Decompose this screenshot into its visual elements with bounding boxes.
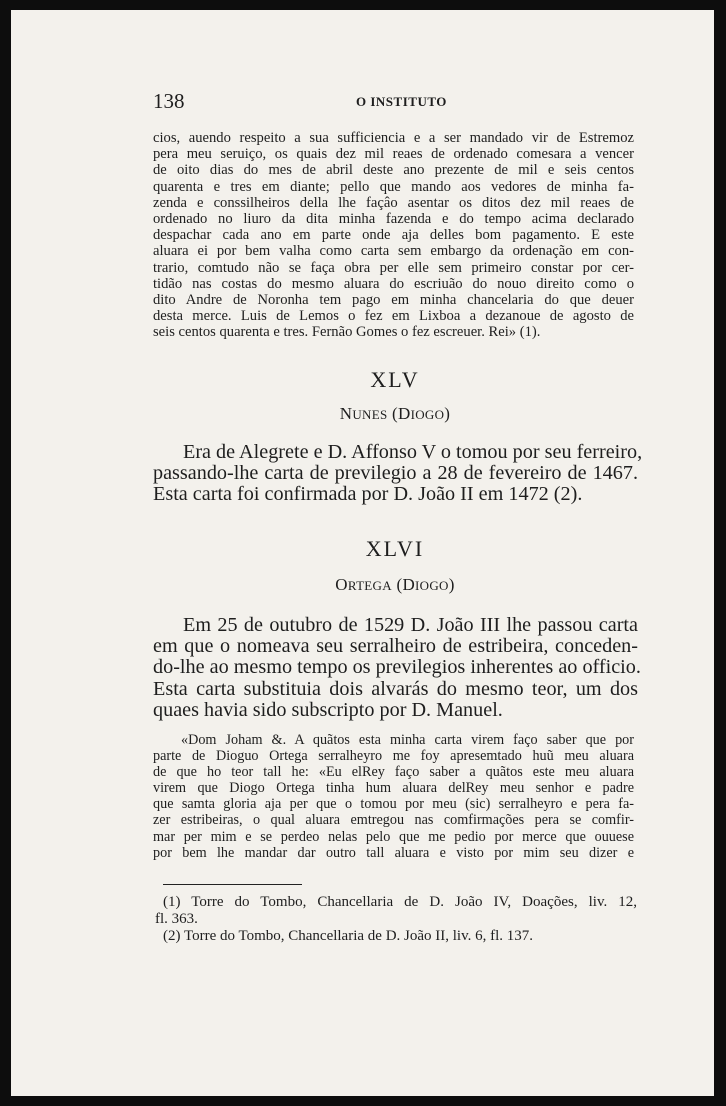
book-page (11, 10, 714, 1096)
quote-line: mar per mim e se perdeo nelas pelo que me pedio por merce que ouuese (153, 828, 634, 845)
name-paren-close: ) (448, 575, 455, 594)
quote-line: parte de Dioguo Ortega serralheyro me foy apresemtado huũ meu aluara (153, 748, 634, 765)
quote-line: que samta gloria aja per que o tomou por meu (sic) serralheyro e pera fa- (153, 796, 634, 813)
paragraph-line: tidão nas costas do mesmo aluara do escriuão do nouo direito como o (153, 275, 634, 292)
name-smallcaps: IOGO (415, 578, 449, 593)
body-line: Em 25 de outubro de 1529 D. João III lhe passou carta (183, 614, 638, 636)
body-line: Esta carta substituia dois alvarás do mesmo teor, um dos (153, 677, 638, 700)
body-line: do-lhe ao mesmo tempo os previlegios inherentes ao officio. (153, 656, 641, 679)
paragraph-line: aluara ei por bem valha como carta sem embargo da ordenação em con- (153, 243, 634, 260)
quote-line: de que ho teor tall he: «Eu elRey faço saber a quãtos este meu aluara (153, 764, 634, 781)
section-xlv-body (153, 441, 643, 506)
opening-paragraph (153, 130, 634, 341)
name-smallcaps: UNES (352, 407, 388, 422)
paragraph-line: zenda e conssilheiros della lhe façâo asentar os ditos dez mil reaes de (153, 194, 634, 211)
footnote-line: (1) Torre do Tombo, Chancellaria de D. João IV, Doações, liv. 12, (163, 894, 637, 910)
paragraph-line: cios, auendo respeito a sua sufficiencia e a ser mandado vir de Estremoz (153, 130, 634, 146)
page-number: 138 (153, 89, 185, 113)
paragraph-line: despachar cada ano em parte onde aja delles bom pagamento. E este (153, 227, 634, 244)
paragraph-line: quarenta e tres em diante; pello que mando aos vedores de minha fa- (153, 178, 634, 195)
quoted-document (153, 732, 634, 861)
section-name-nunes (153, 404, 637, 424)
paragraph-line: ordenado no liuro da dita minha fazenda e do tempo acima declarado (153, 211, 634, 228)
footnote-rule (163, 884, 302, 885)
page-header (153, 89, 453, 117)
name-paren-close: ) (444, 404, 451, 423)
paragraph-line: desta merce. Luis de Lemos o fez em Lixboa a dezanoue de agosto de (153, 308, 634, 325)
name-paren-open: ( (387, 404, 398, 423)
name-initial: N (339, 404, 353, 423)
paragraph-line: seis centos quarenta e tres. Fernão Gomes o fez escreuer. Rei» (1). (153, 324, 541, 341)
name-initial: O (335, 575, 348, 594)
paragraph-line: dito Andre de Noronha tem pago em minha chancelaria do que deuer (153, 292, 634, 309)
quote-line: «Dom Joham &. A quãtos esta minha carta virem faço saber que por (181, 732, 634, 748)
section-xlvi-body (153, 614, 641, 721)
body-line: passando-lhe carta de previlegio a 28 de fevereiro de 1467. (153, 462, 638, 485)
footnote-line: fl. 363. (155, 911, 198, 927)
section-name-ortega (153, 575, 637, 595)
name-smallcaps: IOGO (410, 407, 445, 422)
body-line: Esta carta foi confirmada por D. João II em 1472 (2). (153, 483, 583, 506)
paragraph-line: de oito dias do mes de abril deste ano prezente de mil e seis centos (153, 162, 634, 179)
running-head: O INSTITUTO (356, 94, 447, 109)
name-paren-open: ( (391, 575, 403, 594)
body-line: quaes havia sido subscripto por D. Manuel. (153, 698, 503, 721)
footnote-line: (2) Torre do Tombo, Chancellaria de D. João II, liv. 6, fl. 137. (163, 928, 534, 944)
name-smallcaps: RTEGA (347, 578, 392, 593)
section-number-xlvi: XLVI (365, 536, 425, 561)
quote-line: por bem lhe mandar dar outro tall aluara e visto por mim seu dizer e (153, 844, 634, 861)
quote-line: zer estribeiras, o qual aluara emtregou nas comfirmações pera se comfir- (153, 812, 634, 829)
body-line: Era de Alegrete e D. Affonso V o tomou por seu ferreiro, (183, 441, 643, 463)
quote-line: virem que Diogo Ortega tinha hum aluara delRey meu senhor e padre (153, 780, 634, 797)
paragraph-line: pera meu seruiço, os quais dez mil reaes de ordenado comesara a vencer (153, 146, 634, 163)
footnotes (155, 894, 637, 945)
paragraph-line: trario, comtudo não se faça obra per elle sem primeiro constar por cer- (153, 259, 634, 276)
section-number-xlv: XLV (370, 367, 420, 392)
name-initial: D (402, 575, 416, 594)
body-line: em que o nomeava seu serralheiro de estribeira, conceden- (153, 635, 638, 658)
name-initial: D (398, 404, 411, 423)
